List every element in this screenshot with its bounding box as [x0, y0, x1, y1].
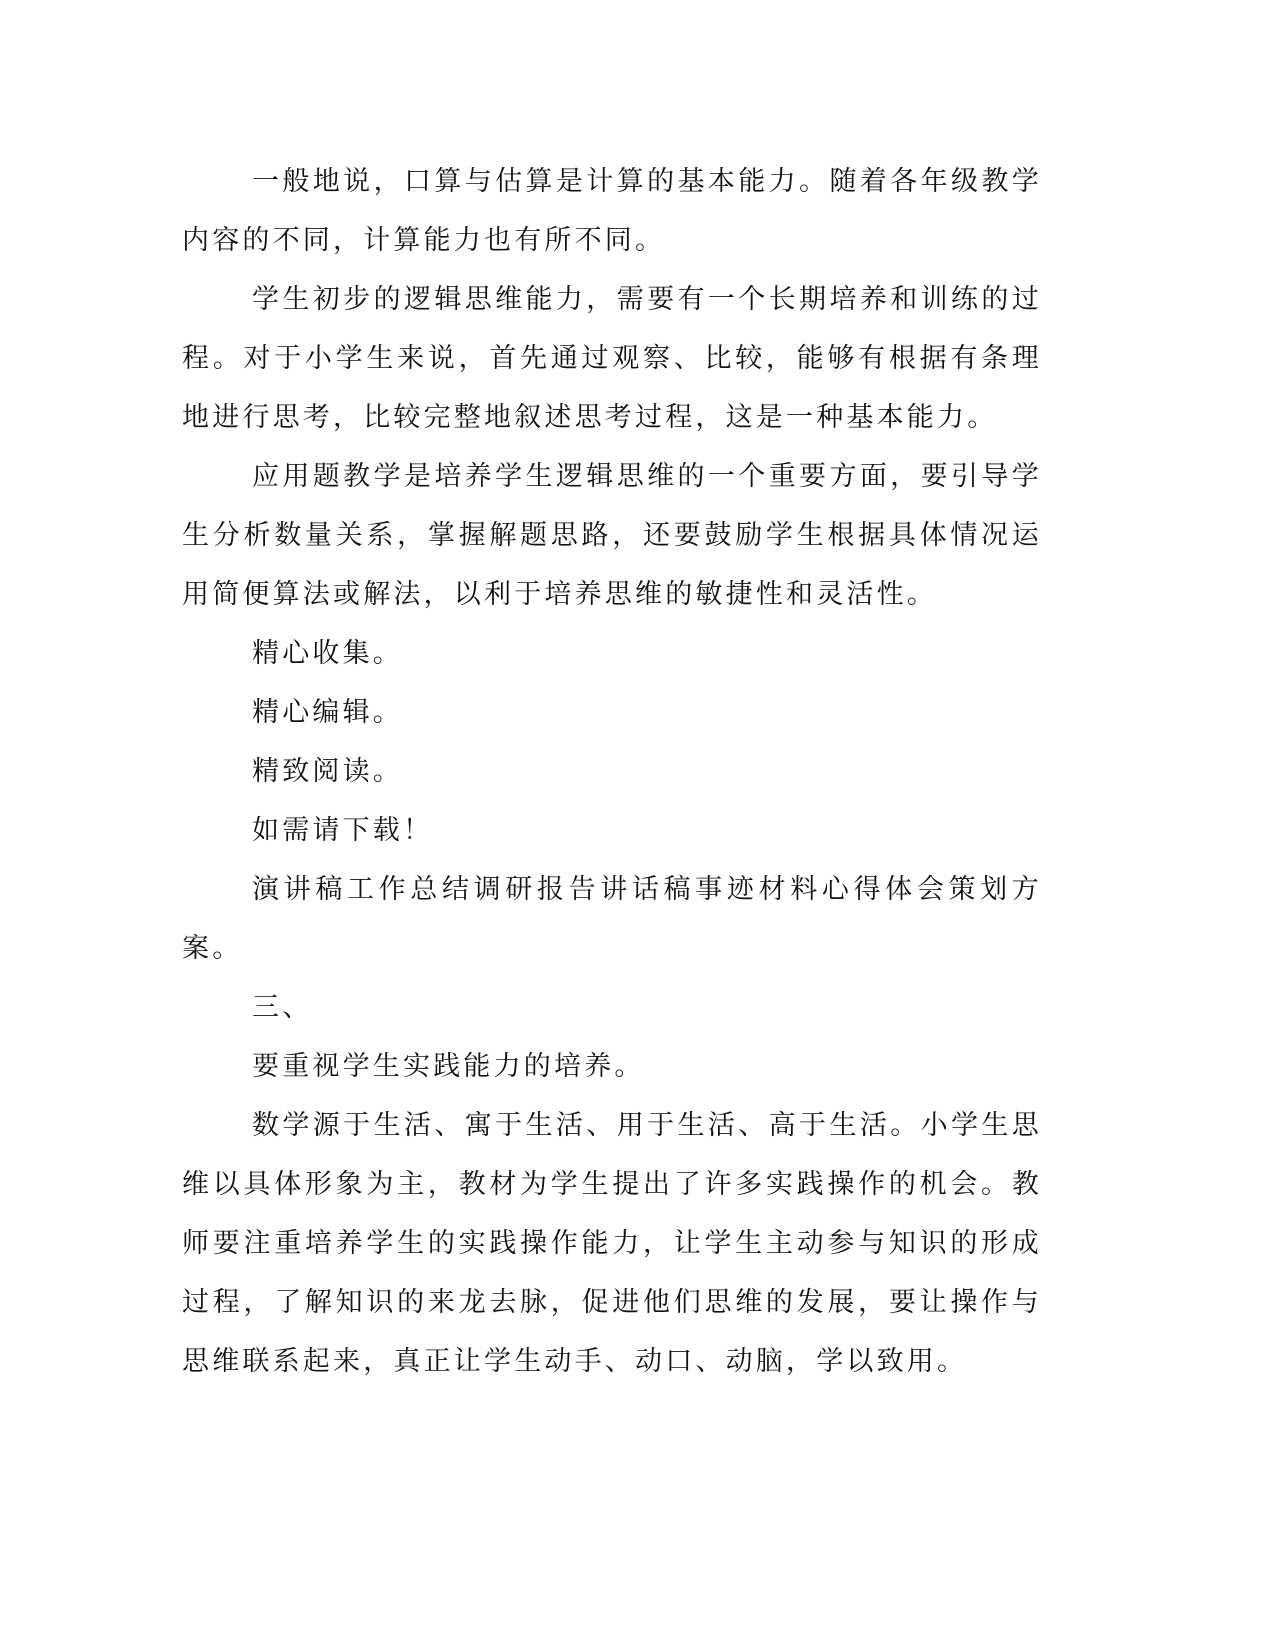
paragraph-practice-ability: 数学源于生活、寓于生活、用于生活、高于生活。小学生思维以具体形象为主，教材为学生提出了许多实践操作的机会。教师要注重培养学生的实践操作能力，让学生主动参与知识的形成过程，了解知识的来龙去脉，促进他们思维的发展，要让操作与思维联系起来，真正让学生动手、动口、动脑，学以致用。: [182, 1110, 1042, 1377]
line-document-types: 演讲稿工作总结调研报告讲话稿事迹材料心得体会策划方案。: [182, 874, 1042, 964]
paragraph-logical-thinking: 学生初步的逻辑思维能力，需要有一个长期培养和训练的过程。对于小学生来说，首先通过观察、比较，能够有根据有条理地进行思考，比较完整地叙述思考过程，这是一种基本能力。: [182, 284, 1042, 433]
paragraph-word-problems: 应用题教学是培养学生逻辑思维的一个重要方面，要引导学生分析数量关系，掌握解题思路，还要鼓励学生根据具体情况运用简便算法或解法，以利于培养思维的敏捷性和灵活性。: [182, 461, 1042, 610]
line-fine-reading: 精致阅读。: [252, 756, 403, 787]
line-carefully-collected: 精心收集。: [252, 638, 403, 669]
section-heading: 要重视学生实践能力的培养。: [252, 1051, 645, 1082]
section-number: 三、: [252, 992, 313, 1023]
paragraph-mental-arithmetic: 一般地说，口算与估算是计算的基本能力。随着各年级教学内容的不同，计算能力也有所不同。: [182, 166, 1042, 256]
line-download-notice: 如需请下载！: [252, 815, 434, 846]
line-carefully-edited: 精心编辑。: [252, 697, 403, 728]
document-body: [182, 152, 1042, 1391]
